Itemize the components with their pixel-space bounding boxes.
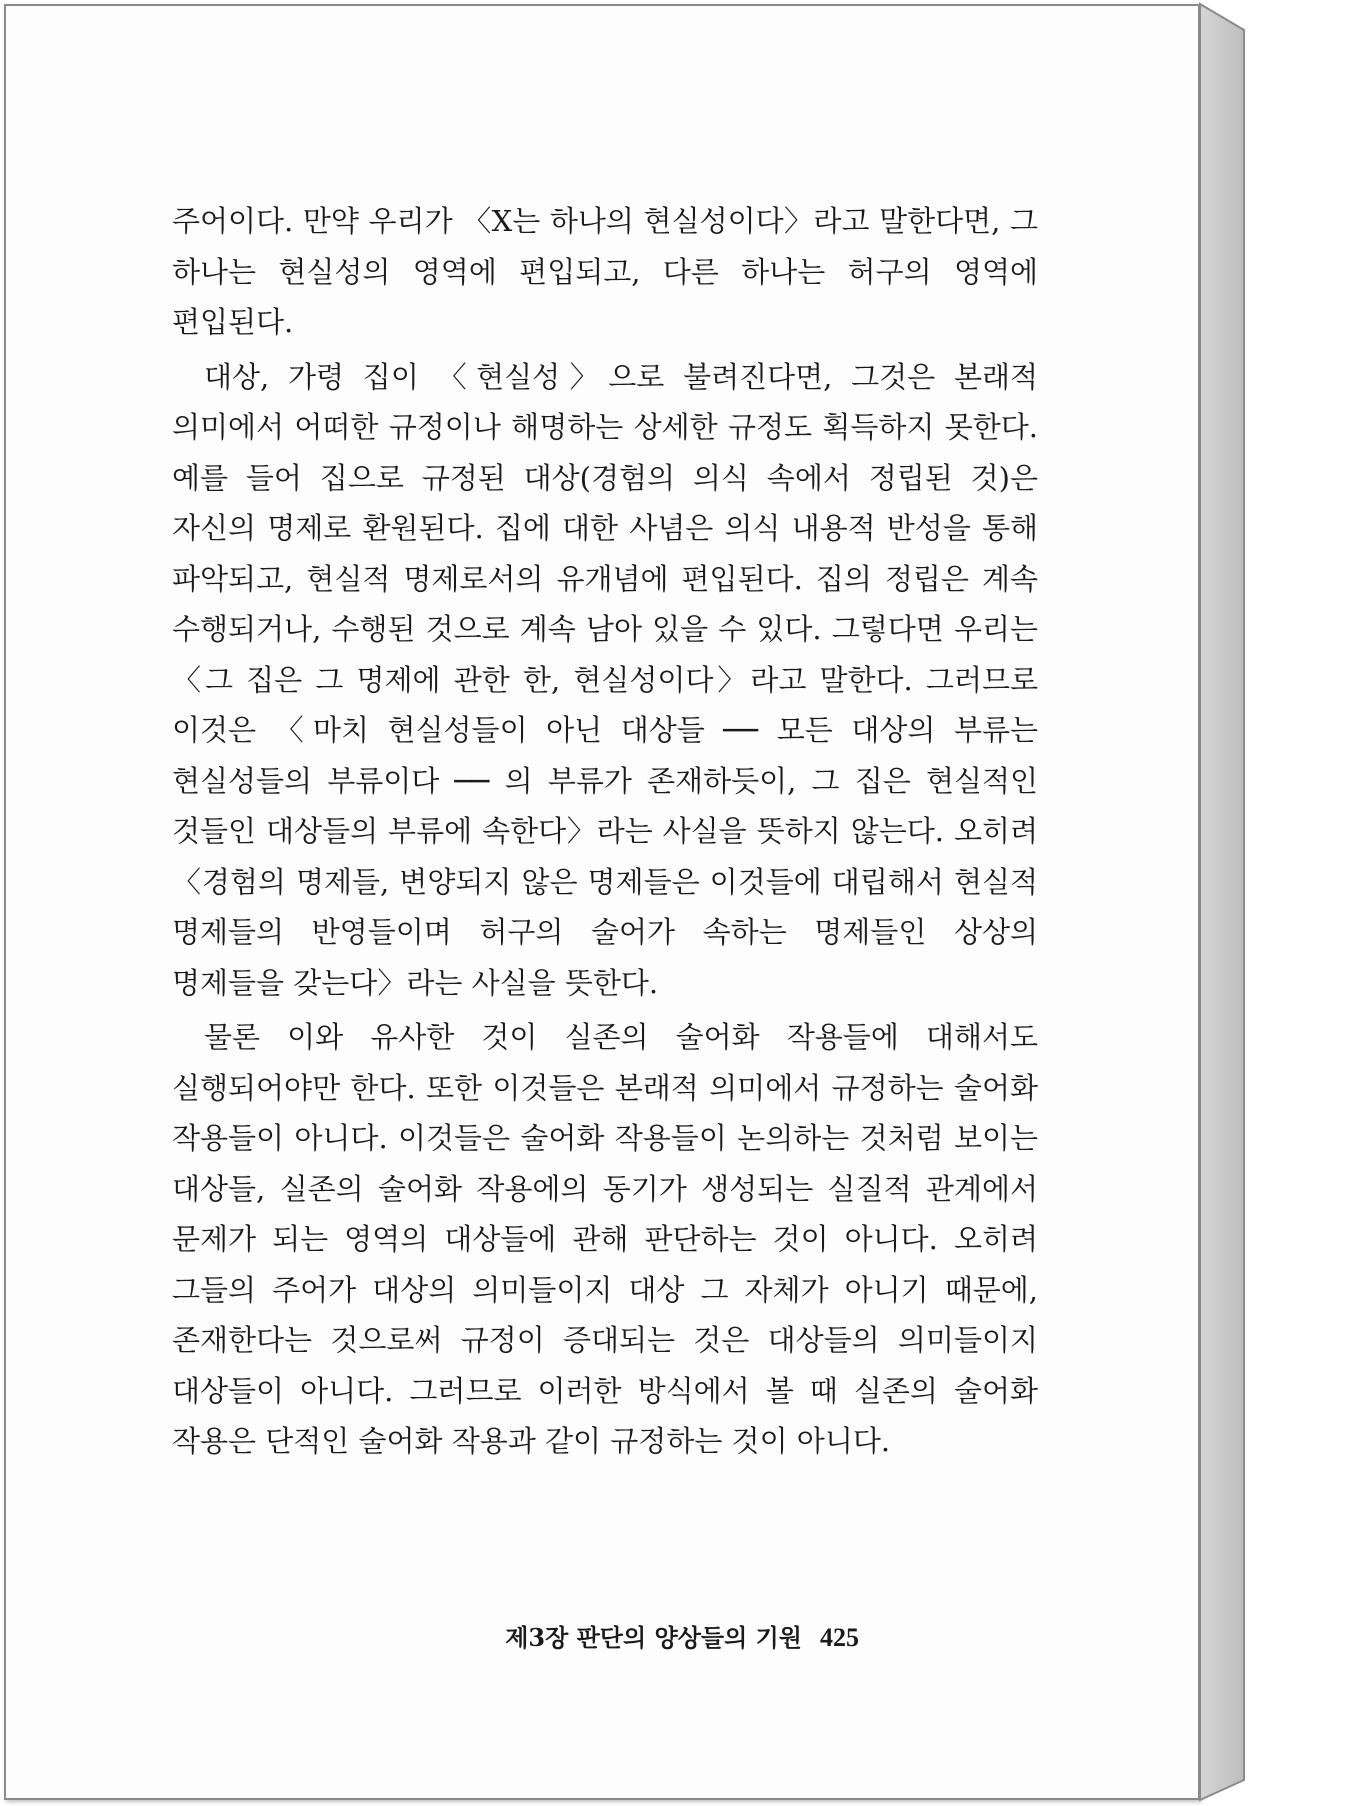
paragraph-3: 물론 이와 유사한 것이 실존의 술어화 작용들에 대해서도 실행되어야만 한다. 또한 이것들은 본래적 의미에서 규정하는 술어화 작용들이 아니다. 이것들은 술어화 작용들이 논의하는 것처럼 보이는 대상들, 실존의 술어화 작용에의 동기가 생성되는 실질적 관계에서 문제가 되는 영역의 대상들에 관해 판단하는 것이 아니다. 오히려 그들의 주어가 대상의 의미들이지 대상 그 자체가 아니기 때문에, 존재한다는 것으로써 규정이 증대되는 것은 대상들의 의미들이지 대상들이 아니다. 그러므로 이러한 방식에서 볼 때 실존의 술어화 작용은 단적인 술어화 작용과 같이 규정하는 것이 아니다. xyxy=(172,1020,1038,1458)
chapter-title: 제3장 판단의 양상들의 기원 xyxy=(505,1623,802,1652)
paragraph-1: 주어이다. 만약 우리가 〈X는 하나의 현실성이다〉라고 말한다면, 그 하나는 현실성의 영역에 편입되고, 다른 하나는 허구의 영역에 편입된다. xyxy=(172,204,1038,339)
page-number: 425 xyxy=(820,1623,859,1652)
book-page xyxy=(4,4,1200,1800)
paragraph-2: 대상, 가령 집이 〈현실성〉으로 불려진다면, 그것은 본래적 의미에서 어떠한 규정이나 해명하는 상세한 규정도 획득하지 못한다. 예를 들어 집으로 규정된 대상(경험의 의식 속에서 정립된 것)은 자신의 명제로 환원된다. 집에 대한 사념은 의식 내용적 반성을 통해 파악되고, 현실적 명제로서의 유개념에 편입된다. 집의 정립은 계속 수행되거나, 수행된 것으로 계속 남아 있을 수 있다. 그렇다면 우리는 〈그 집은 그 명제에 관한 한, 현실성이다〉라고 말한다. 그러므로 이것은 〈마치 현실성들이 아닌 대상들 ── 모든 대상의 부류는 현실성들의 부류이다 ── 의 부류가 존재하듯이, 그 집은 현실적인 것들인 대상들의 부류에 속한다〉라는 사실을 뜻하지 않는다. 오히려 〈경험의 명제들, 변양되지 않은 명제들은 이것들에 대립해서 현실적 명제들의 반영들이며 허구의 술어가 속하는 명제들인 상상의 명제들을 갖는다〉라는 사실을 뜻한다. xyxy=(172,359,1038,1000)
body-text xyxy=(172,196,1038,1467)
running-footer xyxy=(505,1618,859,1653)
page-edge-shading xyxy=(1200,4,1250,1802)
